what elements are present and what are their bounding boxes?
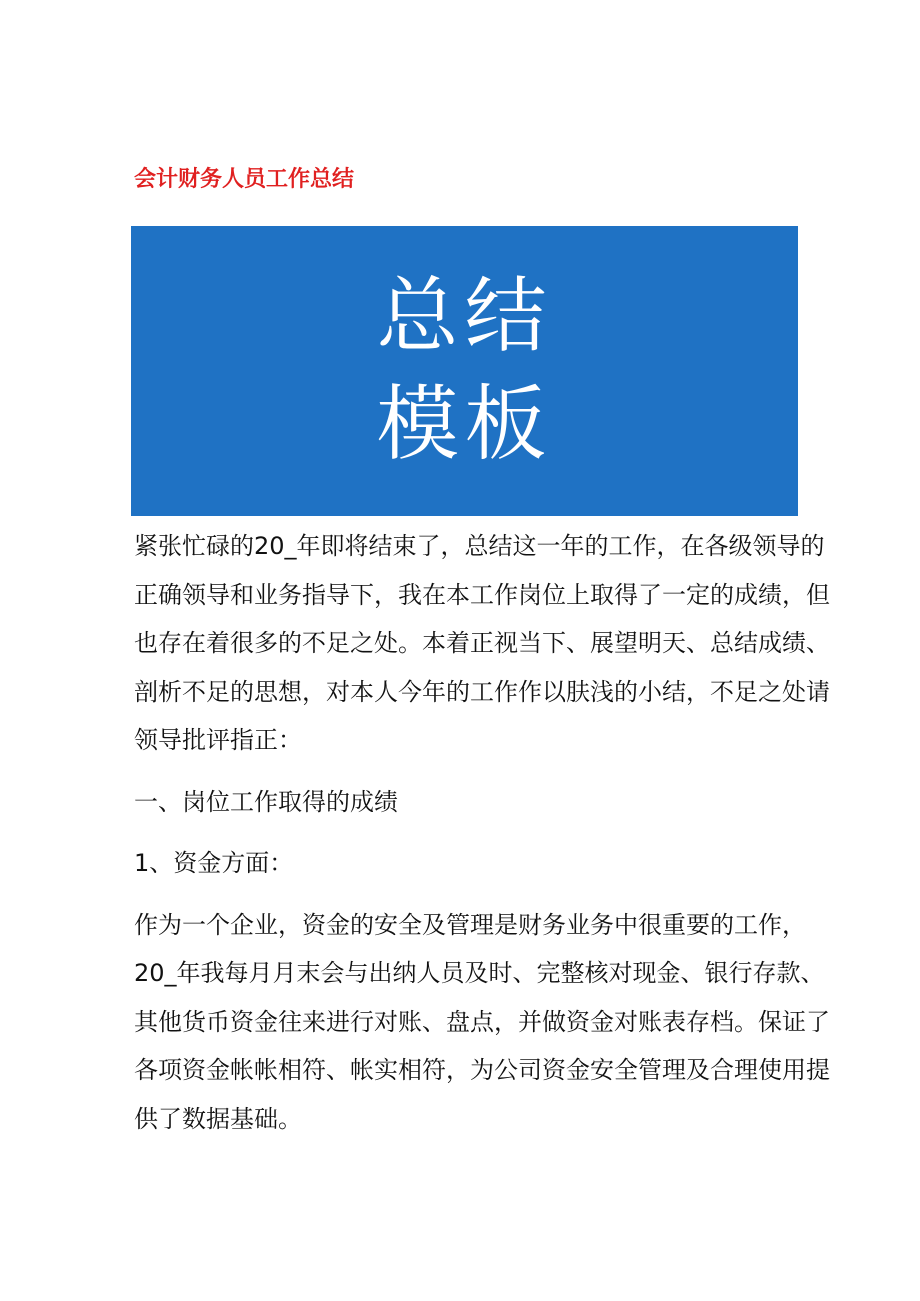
intro-line: 剖析不足的思想，对本人今年的工作作以肤浅的小结，不足之处请 xyxy=(134,677,830,706)
intro-line: 领导批评指正： xyxy=(134,726,302,754)
intro-paragraph xyxy=(134,522,830,765)
summary-template-banner xyxy=(131,226,798,516)
document-body xyxy=(134,522,830,1143)
funds-line: 20_年我每月月末会与出纳人员及时、完整核对现金、银行存款、 xyxy=(134,959,825,987)
funds-line: 供了数据基础。 xyxy=(134,1104,302,1133)
intro-line: 紧张忙碌的20_年即将结束了，总结这一年的工作，在各级领导的 xyxy=(134,532,825,560)
document-title: 会计财务人员工作总结 xyxy=(134,167,355,192)
spacer xyxy=(134,765,814,778)
section-heading: 一、岗位工作取得的成绩 xyxy=(134,787,398,816)
funds-line: 各项资金帐帐相符、帐实相符，为公司资金安全管理及合理使用提 xyxy=(134,1056,830,1084)
banner-line-2: 模板 xyxy=(376,377,553,472)
funds-paragraph xyxy=(134,901,830,1144)
funds-line: 作为一个企业，资金的安全及管理是财务业务中很重要的工作， xyxy=(134,910,806,939)
spacer xyxy=(134,888,814,901)
spacer xyxy=(134,826,814,839)
intro-line: 也存在着很多的不足之处。本着正视当下、展望明天、总结成绩、 xyxy=(134,629,830,657)
intro-line: 正确领导和业务指导下，我在本工作岗位上取得了一定的成绩，但 xyxy=(134,580,830,609)
banner-line-1: 总结 xyxy=(376,269,553,364)
subsection-heading: 1、资金方面： xyxy=(134,849,294,877)
funds-line: 其他货币资金往来进行对账、盘点，并做资金对账表存档。保证了 xyxy=(134,1007,830,1036)
